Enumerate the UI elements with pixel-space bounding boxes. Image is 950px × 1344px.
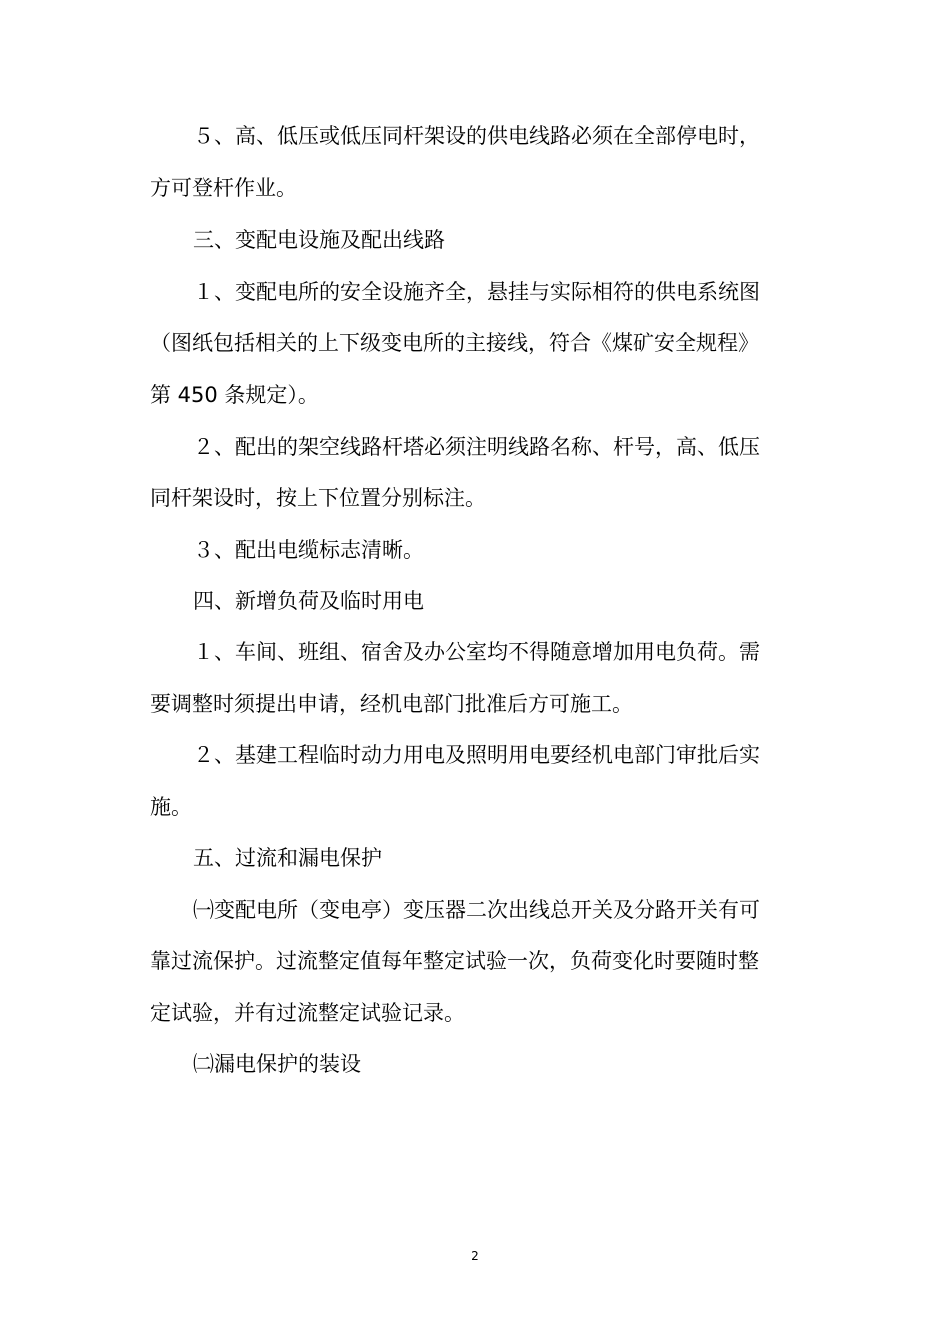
paragraph-line: 方可登杆作业。 [150,176,297,200]
paragraph-line: ㈡漏电保护的装设 [193,1052,361,1076]
paragraph-line: 靠过流保护。过流整定值每年整定试验一次，负荷变化时要随时整 [150,949,759,973]
paragraph-line: ㈠变配电所（变电亭）变压器二次出线总开关及分路开关有可 [193,898,760,922]
section-heading: 五、过流和漏电保护 [193,846,382,870]
paragraph-line: １、变配电所的安全设施齐全，悬挂与实际相符的供电系统图 [193,280,760,304]
paragraph-line: 要调整时须提出申请，经机电部门批准后方可施工。 [150,692,633,716]
paragraph-line: １、车间、班组、宿舍及办公室均不得随意增加用电负荷。需 [193,640,760,664]
paragraph-line: ２、基建工程临时动力用电及照明用电要经机电部门审批后实 [193,743,760,767]
page-number: 2 [471,1249,479,1263]
section-heading: 四、新增负荷及临时用电 [193,589,424,613]
paragraph-line: ２、配出的架空线路杆塔必须注明线路名称、杆号，高、低压 [193,435,760,459]
paragraph-line: 同杆架设时，按上下位置分别标注。 [150,486,486,510]
paragraph-line: ５、高、低压或低压同杆架设的供电线路必须在全部停电时， [193,124,760,148]
paragraph-line: ３、配出电缆标志清晰。 [193,538,424,562]
paragraph-line: 定试验，并有过流整定试验记录。 [150,1001,465,1025]
paragraph-line: 施。 [150,795,192,819]
paragraph-line: 第 450 条规定）。 [150,383,319,407]
paragraph-line: （图纸包括相关的上下级变电所的主接线，符合《煤矿安全规程》 [150,331,759,355]
section-heading: 三、变配电设施及配出线路 [193,228,445,252]
